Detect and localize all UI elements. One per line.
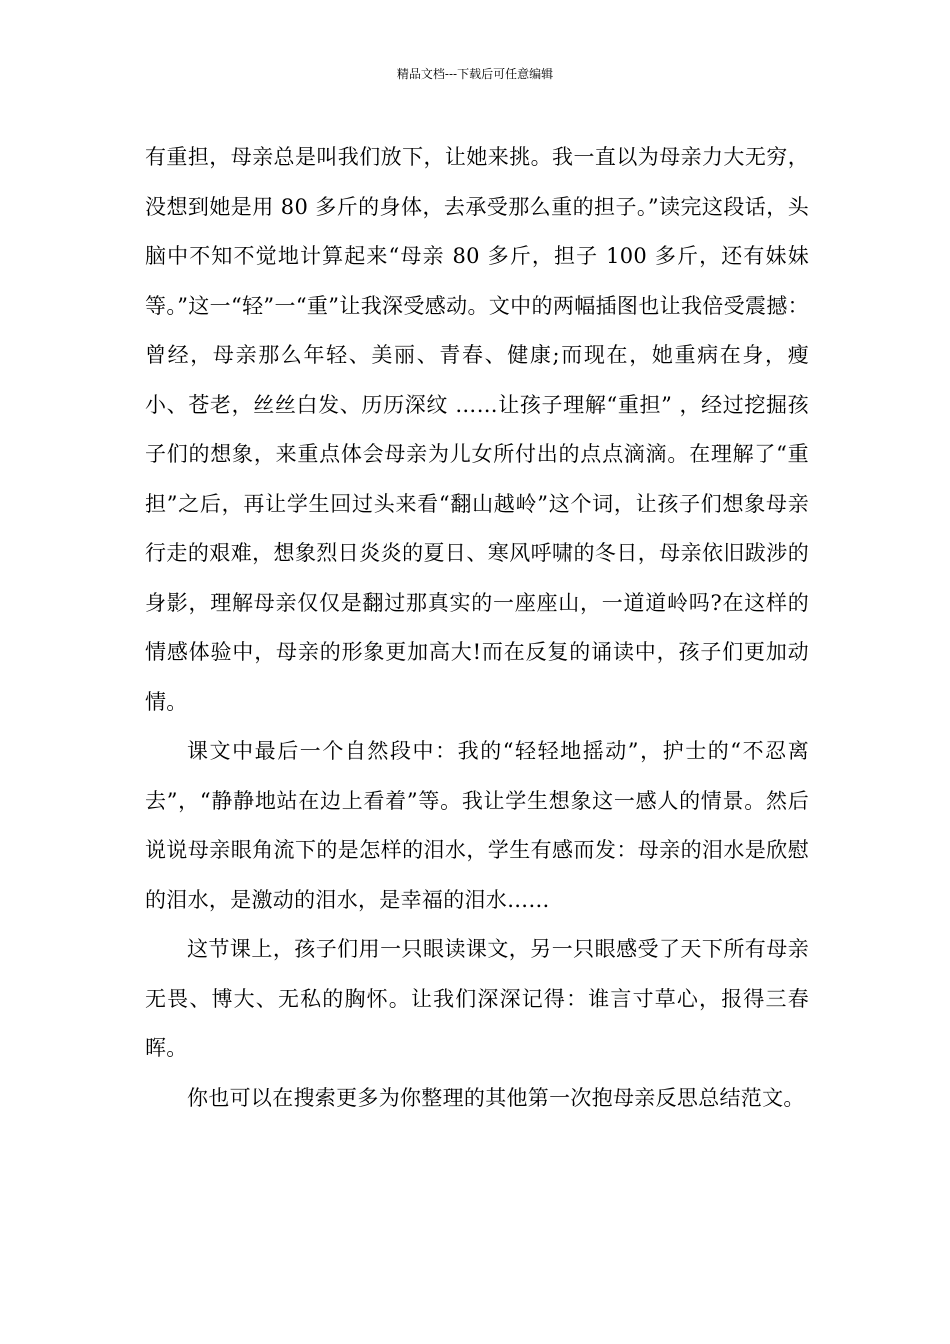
paragraph-conclusion: 这节课上，孩子们用一只眼读课文，另一只眼感受了天下所有母亲无畏、博大、无私的胸怀。让我们深深记得：谁言寸草心，报得三春晖。 — [145, 937, 809, 1060]
paragraph-more-info: 你也可以在搜索更多为你整理的其他第一次抱母亲反思总结范文。 — [187, 1085, 805, 1110]
document-body — [145, 133, 809, 1123]
paragraph-last-section: 课文中最后一个自然段中：我的“轻轻地摇动”，护士的“不忍离去”，“静静地站在边上看着”等。我让学生想象这一感人的情景。然后说说母亲眼角流下的是怎样的泪水，学生有感而发：母亲的泪水是欣慰的泪水，是激动的泪水，是幸福的泪水…… — [145, 739, 809, 912]
page-header: 精品文档---下载后可任意编辑 — [396, 67, 554, 81]
paragraph-continued: 有重担，母亲总是叫我们放下，让她来挑。我一直以为母亲力大无穷，没想到她是用 80 多斤的身体，去承受那么重的担子。”读完这段话，头脑中不知不觉地计算起来“母亲 80 多斤，担子 100 多斤，还有妹妹等。”这一“轻”一“重”让我深受感动。文中的两幅插图也让我倍受震撼：曾经，母亲那么年轻、美丽、青春、健康;而现在，她重病在身，瘦小、苍老，丝丝白发、历历深纹 ……让孩子理解“重担” ，经过挖掘孩子们的想象，来重点体会母亲为儿女所付出的点点滴滴。在理解了“重担”之后，再让学生回过头来看“翻山越岭”这个词，让孩子们想象母亲行走的艰难，想象烈日炎炎的夏日、寒风呼啸的冬日，母亲依旧跋涉的身影，理解母亲仅仅是翻过那真实的一座座山，一道道岭吗?在这样的情感体验中，母亲的形象更加高大!而在反复的诵读中，孩子们更加动情。 — [145, 145, 809, 714]
